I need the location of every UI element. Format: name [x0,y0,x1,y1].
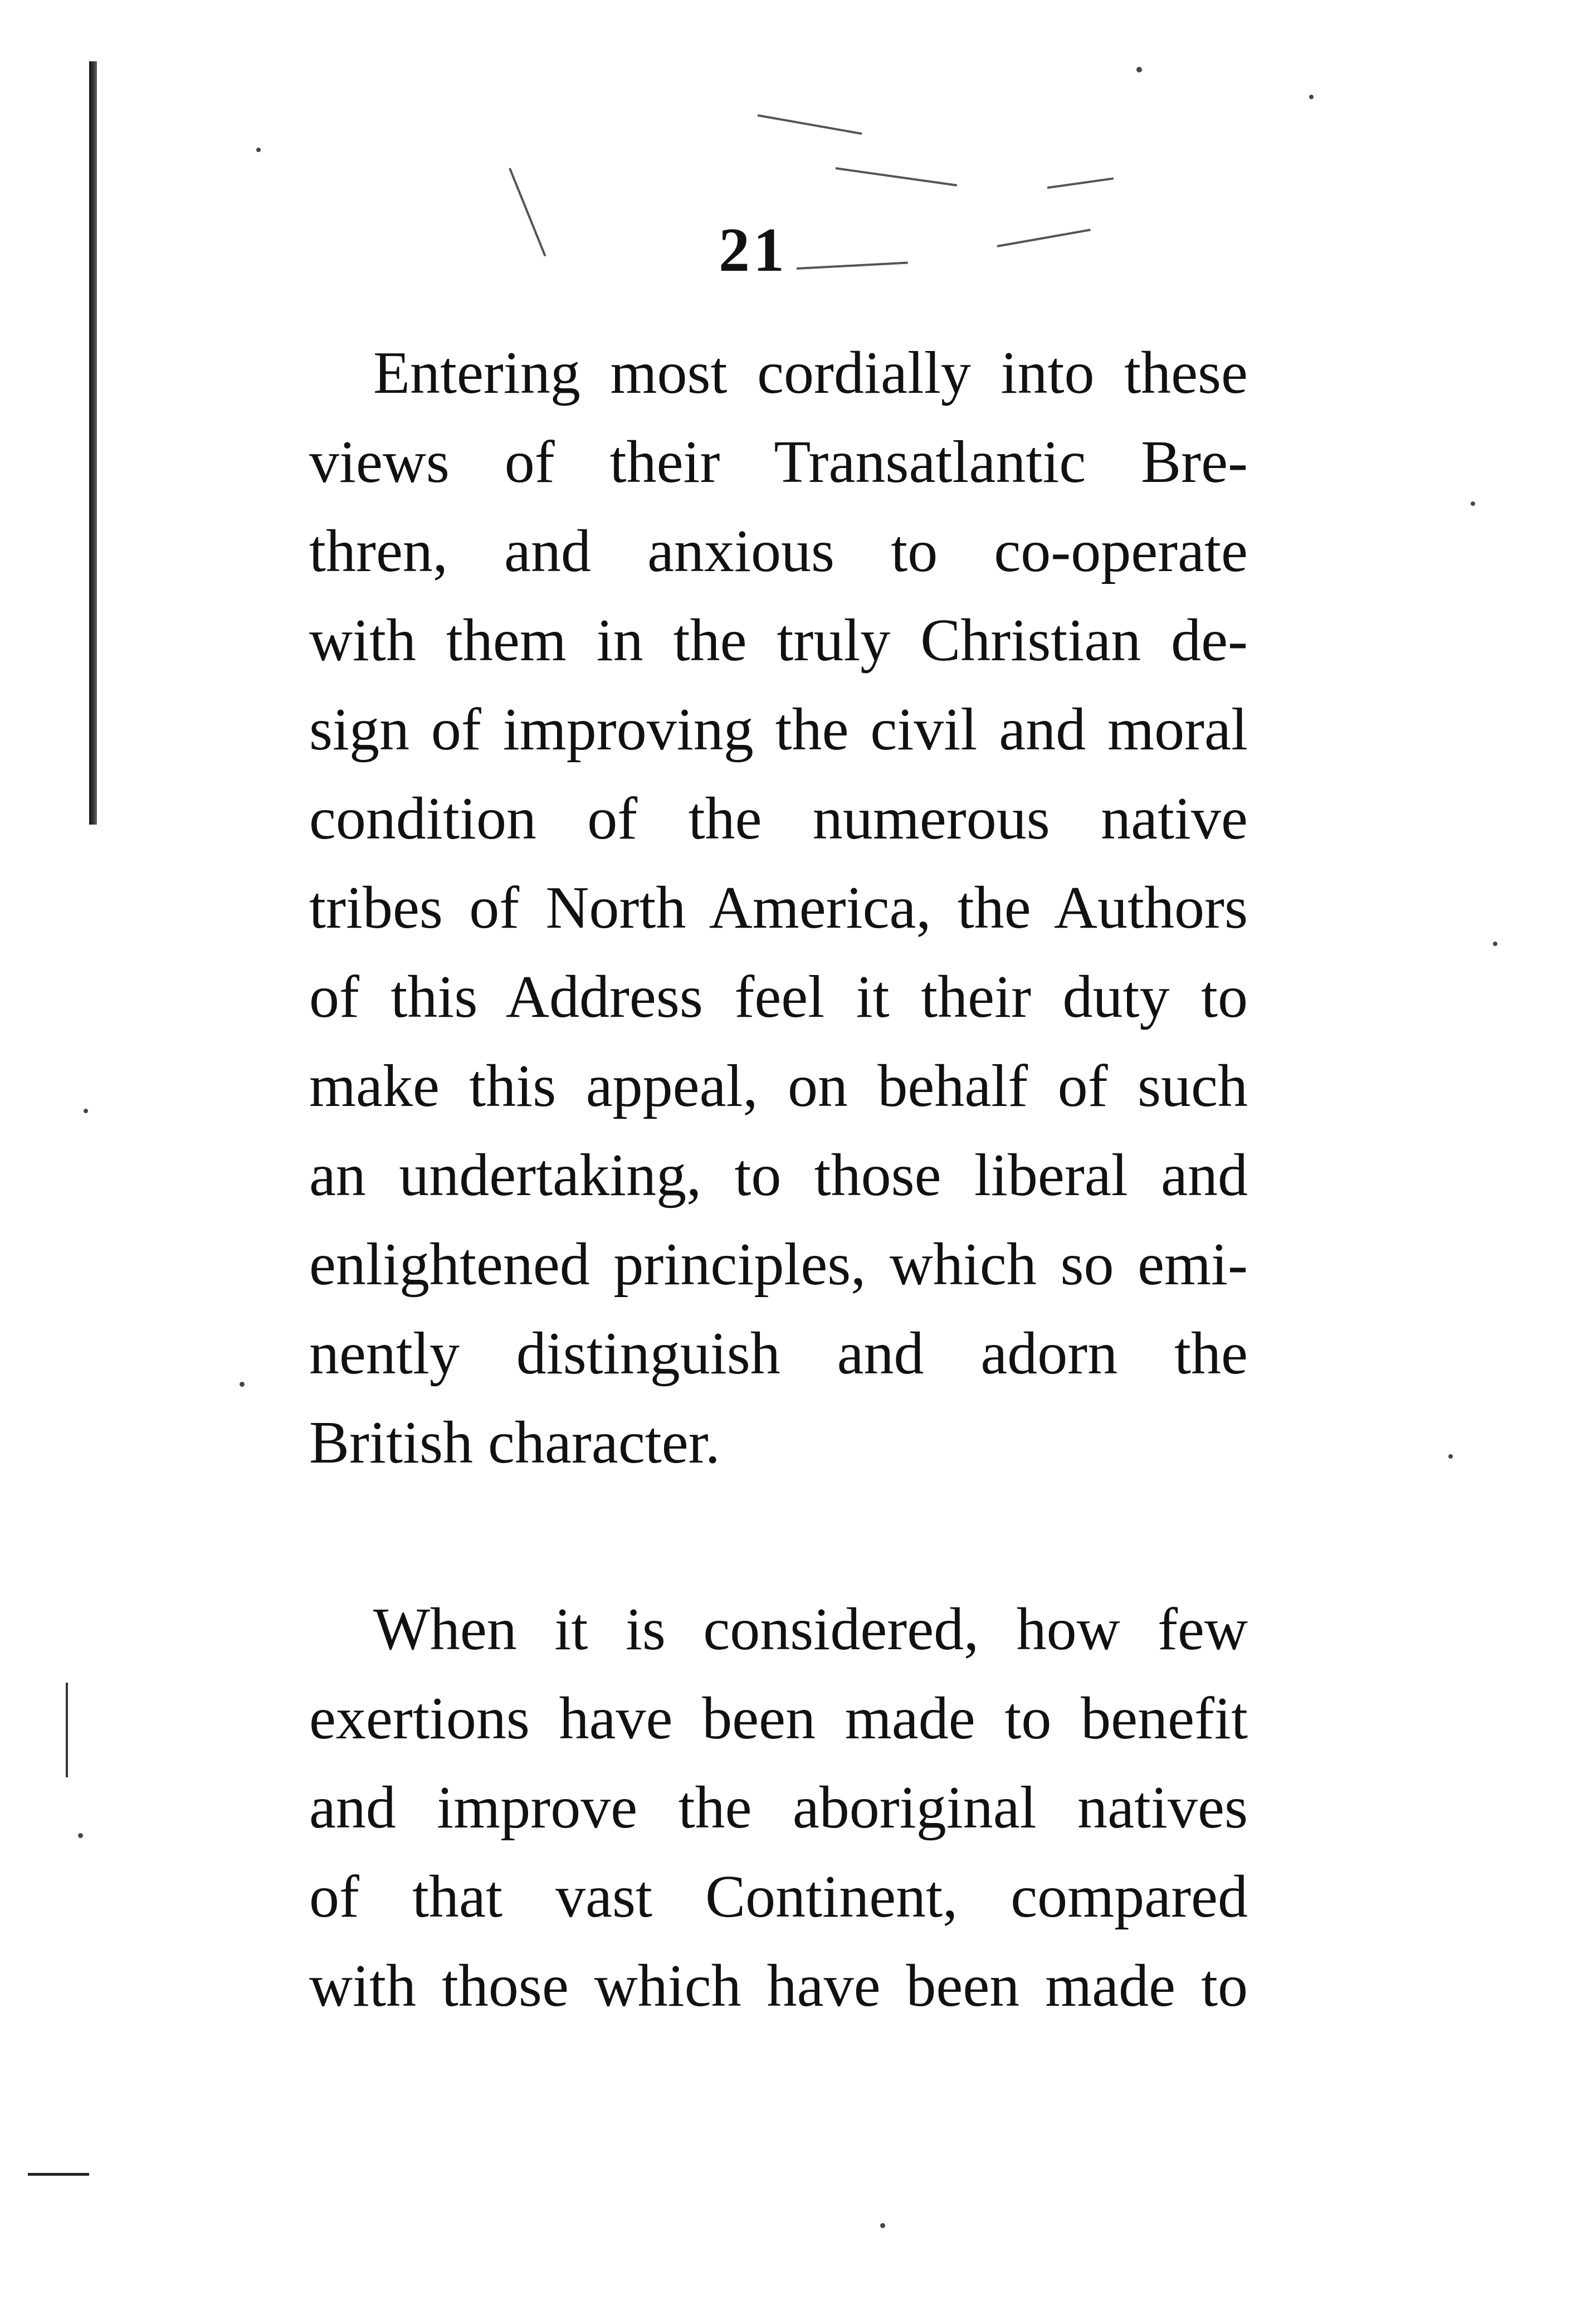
text-line: sign of improving the civil and moral [309,696,1248,763]
text-line: thren, and anxious to co-operate [309,518,1248,584]
text-line: make this appeal, on behalf of such [309,1053,1248,1119]
scan-speck [1471,501,1475,506]
scan-stroke [836,167,957,187]
scan-speck [240,1382,245,1387]
scan-stroke [797,262,908,270]
text-line: views of their Transatlantic Bre- [309,429,1248,495]
text-line: of that vast Continent, compared [309,1864,1248,1930]
scan-speck [880,2223,885,2228]
text-line: When it is considered, how few [373,1596,1248,1663]
binding-foot-mark [28,2173,89,2176]
text-line: nently distinguish and adorn the [309,1320,1248,1387]
text-line: exertions have been made to benefit [309,1685,1248,1752]
scan-speck [1309,95,1314,99]
scan-speck [84,1109,88,1113]
text-line: with those which have been made to [309,1953,1248,2019]
scan-stroke [758,114,862,135]
text-line: and improve the aboriginal natives [309,1775,1248,1841]
binding-edge-shadow [89,61,97,825]
text-line: condition of the numerous native [309,786,1248,852]
text-line: with them in the truly Christian de- [309,607,1248,674]
scan-speck [1448,1454,1453,1459]
binding-edge-mark [66,1683,68,1777]
page-number: 21 [719,216,788,285]
text-line: of this Address feel it their duty to [309,964,1248,1030]
text-line: enlightened principles, which so emi- [309,1231,1248,1298]
text-line: British character. [309,1410,720,1476]
text-line: an undertaking, to those liberal and [309,1142,1248,1208]
body-text [309,329,1248,2031]
text-line: Entering most cordially into these [373,340,1248,406]
paragraph-gap [309,1488,1248,1585]
paragraph-2 [309,1585,1248,2031]
scan-speck [78,1833,83,1838]
scan-speck [1136,67,1142,72]
scan-speck [1493,942,1497,946]
scan-stroke [1047,177,1114,189]
scan-stroke [509,168,546,256]
text-line: tribes of North America, the Authors [309,875,1248,941]
scan-speck [256,148,261,152]
scan-stroke [997,229,1091,247]
paragraph-1 [309,329,1248,1488]
